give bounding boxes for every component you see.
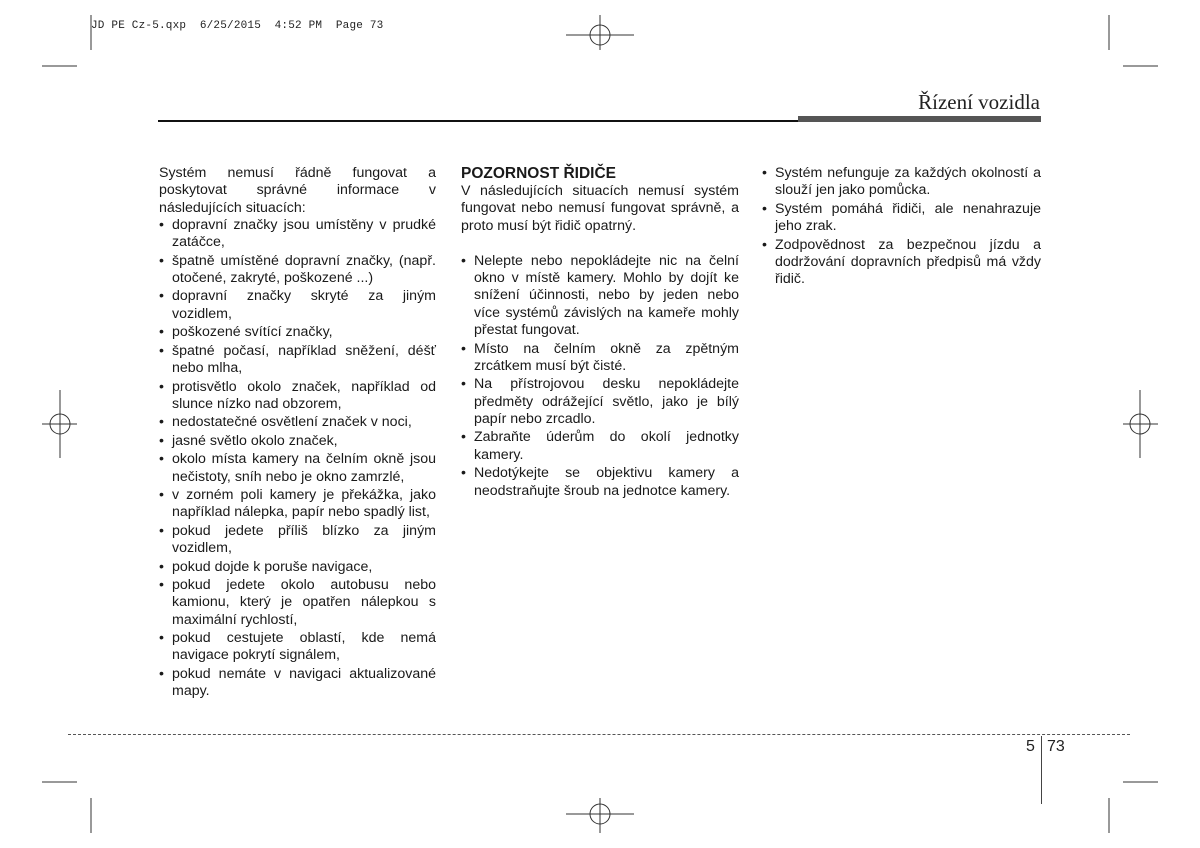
list-item: • nedostatečné osvětlení značek v noci,	[159, 414, 436, 431]
footer-rule	[68, 734, 1130, 735]
list-item: • dopravní značky skryté za jiným vozidlem,	[159, 288, 436, 323]
list-item: • pokud dojde k poruše navigace,	[159, 559, 436, 576]
warning-intro: V následujících situacích nemusí systém fungovat nebo nemusí fungovat správně, a proto musí být řidič opatrný.	[461, 183, 739, 234]
column-1	[159, 165, 436, 702]
note-list	[762, 165, 1041, 288]
page-number-separator	[1041, 736, 1043, 804]
column-3	[762, 165, 1041, 290]
section-title: Řízení vozidla	[918, 90, 1040, 114]
list-item: • pokud jedete příliš blízko za jiným vozidlem,	[159, 523, 436, 558]
list-item: • pokud nemáte v navigaci aktualizované mapy.	[159, 666, 436, 701]
page-number: 73	[1047, 738, 1065, 755]
registration-mark-bottom	[566, 798, 634, 833]
registration-mark-left	[42, 390, 77, 458]
column-1-intro: Systém nemusí řádně fungovat a poskytovat správné informace v následujících situacích:	[159, 165, 436, 216]
list-item: • špatně umístěné dopravní značky, (např. otočené, zakryté, poškozené ...)	[159, 253, 436, 288]
list-item: • Nelepte nebo nepokládejte nic na čelní okno v místě kamery. Mohlo by dojít ke snížení účinnosti, nebo by jeden nebo více systémů závislých na kameře mohly přestat fungovat.	[461, 253, 739, 339]
list-item: • Systém nefunguje za každých okolností a slouží jen jako pomůcka.	[762, 165, 1041, 200]
list-item: • Na přístrojovou desku nepokládejte předměty odrážející světlo, jako je bílý papír nebo zrcadlo.	[461, 376, 739, 428]
list-item: • poškozené svítící značky,	[159, 324, 436, 341]
list-item: • okolo místa kamery na čelním okně jsou nečistoty, sníh nebo je okno zamrzlé,	[159, 451, 436, 486]
list-item: • Místo na čelním okně za zpětným zrcátkem musí být čisté.	[461, 341, 739, 376]
registration-mark-top	[566, 15, 634, 50]
registration-mark-right	[1123, 390, 1158, 458]
list-item: • Nedotýkejte se objektivu kamery a neodstraňujte šroub na jednotce kamery.	[461, 465, 739, 500]
list-item: • jasné světlo okolo značek,	[159, 433, 436, 450]
list-item: • Zodpovědnost za bezpečnou jízdu a dodržování dopravních předpisů má vždy řidič.	[762, 237, 1041, 289]
list-item: • dopravní značky jsou umístěny v prudké zatáčce,	[159, 217, 436, 252]
list-item: • špatné počasí, například sněžení, déšť nebo mlha,	[159, 343, 436, 378]
list-item: • Systém pomáhá řidiči, ale nenahrazuje jeho zrak.	[762, 201, 1041, 236]
column-2	[461, 165, 739, 501]
chapter-number: 5	[1026, 738, 1035, 755]
list-item: • pokud cestujete oblastí, kde nemá navigace pokrytí signálem,	[159, 630, 436, 665]
warning-list	[461, 253, 739, 500]
header-bar	[798, 116, 1041, 122]
print-slug: JD PE Cz-5.qxp 6/25/2015 4:52 PM Page 73	[91, 20, 384, 32]
list-item: • Zabraňte úderům do okolí jednotky kamery.	[461, 429, 739, 464]
situation-list	[159, 217, 436, 701]
warning-title: POZORNOST ŘIDIČE	[461, 165, 617, 182]
list-item: • v zorném poli kamery je překážka, jako například nálepka, papír nebo spadlý list,	[159, 487, 436, 522]
list-item: • pokud jedete okolo autobusu nebo kamionu, který je opatřen nálepkou s maximální rychlostí,	[159, 577, 436, 629]
list-item: • protisvětlo okolo značek, například od slunce nízko nad obzorem,	[159, 379, 436, 414]
